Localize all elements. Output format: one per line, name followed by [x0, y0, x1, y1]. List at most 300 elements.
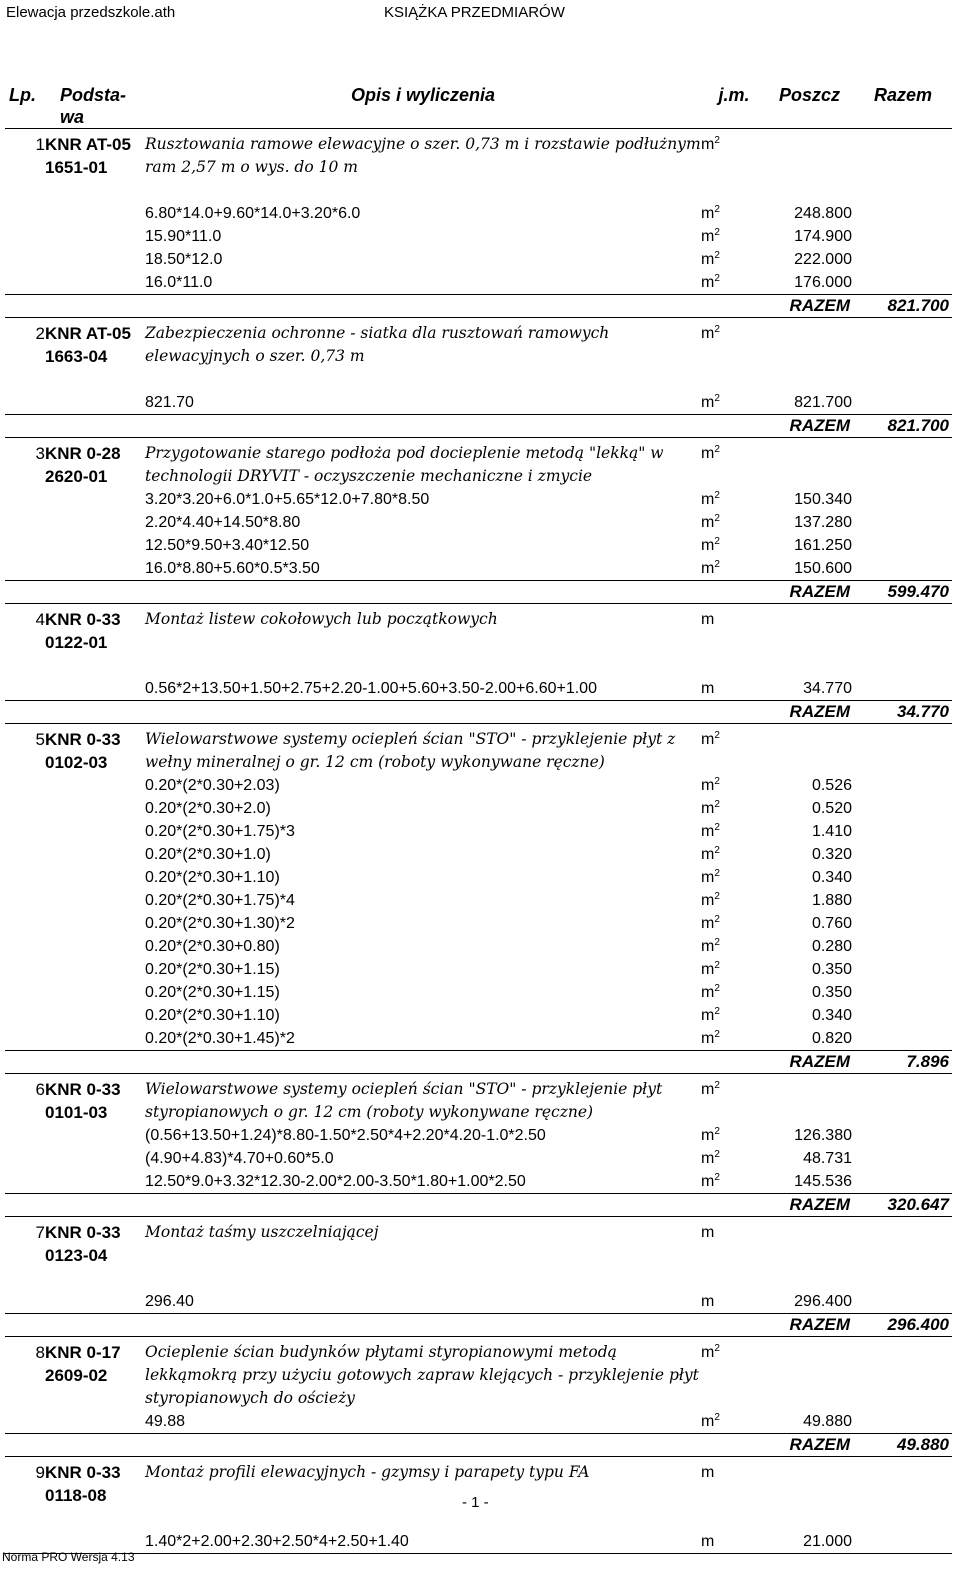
calculation-unit — [701, 820, 767, 843]
position-unit — [701, 1217, 767, 1268]
empty-cell — [45, 1434, 145, 1457]
calculation-row — [5, 1004, 952, 1027]
calculation-row — [5, 225, 952, 248]
empty-cell — [767, 129, 852, 180]
empty-cell — [5, 1147, 45, 1170]
empty-cell — [145, 1554, 701, 1555]
spacer-row — [5, 1267, 952, 1290]
unit-exponent: 2 — [714, 1006, 720, 1017]
empty-cell — [767, 654, 852, 677]
position-unit — [701, 1074, 767, 1125]
calculation-unit — [701, 1290, 767, 1314]
empty-cell — [852, 1074, 952, 1125]
empty-cell — [45, 248, 145, 271]
empty-cell — [5, 295, 45, 318]
calculation-value: 1.410 — [811, 823, 852, 840]
empty-cell — [45, 295, 145, 318]
position-unit — [701, 1457, 767, 1508]
calculation-value: 0.280 — [811, 938, 852, 955]
unit-exponent: 2 — [714, 868, 720, 879]
unit-symbol: m — [701, 938, 715, 955]
empty-cell — [5, 820, 45, 843]
empty-cell — [45, 511, 145, 534]
calculation-value: 222.000 — [794, 251, 852, 268]
position-description: Przygotowanie starego podłoża pod docieplenie metodą "lekką" w technologii DRYVIT - oczyszczenie mechaniczne i zmycie — [145, 444, 664, 485]
empty-cell — [45, 179, 145, 202]
calculation-value: 0.340 — [811, 869, 852, 886]
calculation-value: 0.820 — [811, 1030, 852, 1047]
empty-cell — [852, 225, 952, 248]
unit-symbol: m — [701, 1007, 715, 1024]
empty-cell — [767, 318, 852, 369]
empty-cell — [701, 654, 767, 677]
empty-cell — [145, 654, 701, 677]
empty-cell — [852, 438, 952, 489]
page-number: - 1 - — [462, 1494, 489, 1511]
unit-symbol: m — [701, 274, 715, 291]
unit-symbol: m — [701, 1173, 715, 1190]
calculation-value: 176.000 — [794, 274, 852, 291]
calculation-value: 0.340 — [811, 1007, 852, 1024]
empty-cell — [701, 295, 767, 318]
position-basis: KNR 0-33 0101-03 — [45, 1080, 121, 1122]
empty-cell — [5, 1170, 45, 1194]
position-description: Zabezpieczenia ochronne - siatka dla rusztowań ramowych elewacyjnych o szer. 0,73 m — [145, 324, 610, 365]
unit-symbol: m — [701, 731, 715, 748]
calculation-expression: 0.20*(2*0.30+2.0) — [145, 800, 271, 817]
unit-symbol: m — [701, 394, 715, 411]
empty-cell — [5, 912, 45, 935]
document-header — [0, 0, 960, 26]
document-kind: KSIĄŻKA PRZEDMIARÓW — [384, 4, 565, 21]
position-basis: KNR 0-33 0123-04 — [45, 1223, 121, 1265]
document-title: Elewacja przedszkole.ath — [6, 4, 176, 21]
sum-label: RAZEM — [767, 1194, 852, 1217]
empty-cell — [145, 1267, 701, 1290]
unit-symbol: m — [701, 228, 715, 245]
sum-label: RAZEM — [767, 295, 852, 318]
calculation-value: 0.760 — [811, 915, 852, 932]
empty-cell — [45, 1314, 145, 1337]
unit-exponent: 2 — [714, 914, 720, 925]
empty-cell — [852, 534, 952, 557]
empty-cell — [767, 604, 852, 655]
calculation-row — [5, 271, 952, 295]
position-number: 8 — [35, 1343, 45, 1362]
empty-cell — [852, 866, 952, 889]
empty-cell — [852, 774, 952, 797]
calculation-expression: 821.70 — [145, 394, 194, 411]
empty-cell — [45, 557, 145, 581]
unit-exponent: 2 — [714, 1080, 720, 1091]
empty-cell — [701, 1314, 767, 1337]
calculation-unit — [701, 511, 767, 534]
calculation-expression: 12.50*9.0+3.32*12.30-2.00*2.00-3.50*1.80+1.00*2.50 — [145, 1173, 526, 1190]
empty-cell — [45, 225, 145, 248]
table-end-row — [5, 1554, 952, 1555]
calculation-value: 21.000 — [803, 1533, 852, 1550]
sum-value: 296.400 — [852, 1314, 952, 1337]
empty-cell — [852, 958, 952, 981]
empty-cell — [5, 1194, 45, 1217]
calculation-unit — [701, 1004, 767, 1027]
empty-cell — [852, 604, 952, 655]
empty-cell — [852, 1410, 952, 1434]
calculation-unit — [701, 1124, 767, 1147]
position-basis: KNR 0-28 2620-01 — [45, 444, 121, 486]
empty-cell — [852, 1217, 952, 1268]
unit-symbol: m — [701, 1344, 715, 1361]
empty-cell — [852, 248, 952, 271]
column-header-podstawa: Podsta-wa — [60, 85, 127, 127]
empty-cell — [852, 654, 952, 677]
empty-cell — [767, 1554, 852, 1555]
unit-exponent: 2 — [714, 250, 720, 261]
calculation-row — [5, 774, 952, 797]
empty-cell — [45, 581, 145, 604]
empty-cell — [852, 889, 952, 912]
calculation-unit — [701, 1027, 767, 1051]
calculation-value: 821.700 — [794, 394, 852, 411]
unit-exponent: 2 — [714, 891, 720, 902]
unit-exponent: 2 — [714, 822, 720, 833]
empty-cell — [145, 1194, 701, 1217]
position-header-row — [5, 1337, 952, 1411]
spacer-row — [5, 179, 952, 202]
empty-cell — [852, 368, 952, 391]
sum-row — [5, 1051, 952, 1074]
calculation-expression: 0.20*(2*0.30+1.30)*2 — [145, 915, 295, 932]
position-unit — [701, 129, 767, 180]
empty-cell — [5, 797, 45, 820]
empty-cell — [5, 271, 45, 295]
empty-cell — [45, 271, 145, 295]
unit-symbol: m — [701, 445, 715, 462]
calculation-row — [5, 1410, 952, 1434]
calculation-unit — [701, 1170, 767, 1194]
position-unit — [701, 438, 767, 489]
empty-cell — [5, 581, 45, 604]
unit-exponent: 2 — [714, 845, 720, 856]
position-7 — [5, 1217, 952, 1337]
empty-cell — [767, 1074, 852, 1125]
calculation-row — [5, 797, 952, 820]
empty-cell — [5, 981, 45, 1004]
empty-cell — [852, 1170, 952, 1194]
empty-cell — [45, 534, 145, 557]
unit-symbol: m — [701, 1127, 715, 1144]
empty-cell — [45, 1004, 145, 1027]
unit-exponent: 2 — [714, 983, 720, 994]
calculation-value: 150.600 — [794, 560, 852, 577]
unit-exponent: 2 — [714, 559, 720, 570]
calculation-unit — [701, 225, 767, 248]
position-1 — [5, 129, 952, 318]
position-number: 9 — [35, 1463, 45, 1482]
position-5 — [5, 724, 952, 1074]
empty-cell — [145, 1434, 701, 1457]
position-description: Wielowarstwowe systemy ociepleń ścian "STO" - przyklejenie płyt styropianowych o gr. 12 cm (roboty wykonywane ręczne) — [145, 1080, 663, 1121]
unit-symbol: m — [701, 251, 715, 268]
position-unit — [701, 318, 767, 369]
calculation-value: 296.400 — [794, 1293, 852, 1310]
sum-label: RAZEM — [767, 1051, 852, 1074]
empty-cell — [45, 981, 145, 1004]
calculation-row — [5, 534, 952, 557]
calculation-row — [5, 511, 952, 534]
position-header-row — [5, 1074, 952, 1125]
position-basis: KNR 0-33 0118-08 — [45, 1463, 121, 1505]
empty-cell — [5, 202, 45, 225]
calculation-unit — [701, 1530, 767, 1554]
calculation-value: 0.520 — [811, 800, 852, 817]
table-header-row — [5, 84, 952, 129]
empty-cell — [145, 179, 701, 202]
empty-cell — [852, 677, 952, 701]
calculation-unit — [701, 912, 767, 935]
position-number: 2 — [35, 324, 45, 343]
empty-cell — [852, 1147, 952, 1170]
unit-symbol: m — [701, 1413, 715, 1430]
empty-cell — [767, 368, 852, 391]
unit-symbol: m — [701, 325, 715, 342]
position-description: Wielowarstwowe systemy ociepleń ścian "STO" - przyklejenie płyt z wełny mineralnej o gr. 12 cm (roboty wykonywane ręczne) — [145, 730, 676, 771]
calculation-value: 161.250 — [794, 537, 852, 554]
calculation-expression: 0.20*(2*0.30+1.10) — [145, 869, 280, 886]
calculation-row — [5, 912, 952, 935]
calculation-expression: 12.50*9.50+3.40*12.50 — [145, 537, 310, 554]
empty-cell — [767, 1507, 852, 1530]
unit-exponent: 2 — [714, 937, 720, 948]
calculation-unit — [701, 202, 767, 225]
position-4 — [5, 604, 952, 724]
empty-cell — [767, 1217, 852, 1268]
position-number: 3 — [35, 444, 45, 463]
calculation-row — [5, 557, 952, 581]
position-header-row — [5, 318, 952, 369]
empty-cell — [45, 1147, 145, 1170]
empty-cell — [701, 415, 767, 438]
empty-cell — [852, 1004, 952, 1027]
empty-cell — [852, 912, 952, 935]
position-header-row — [5, 129, 952, 180]
calculation-unit — [701, 935, 767, 958]
calculation-expression: 16.0*11.0 — [145, 274, 213, 291]
empty-cell — [852, 202, 952, 225]
empty-cell — [45, 654, 145, 677]
empty-cell — [5, 1004, 45, 1027]
empty-cell — [5, 1434, 45, 1457]
calculation-unit — [701, 1147, 767, 1170]
calculation-expression: 0.20*(2*0.30+1.10) — [145, 1007, 280, 1024]
unit-exponent: 2 — [714, 1343, 720, 1354]
column-header-opis: Opis i wyliczenia — [350, 85, 496, 105]
unit-symbol: m — [701, 1030, 715, 1047]
position-number: 1 — [35, 135, 45, 154]
calculation-unit — [701, 958, 767, 981]
calculation-expression: 0.20*(2*0.30+1.75)*4 — [145, 892, 295, 909]
calculation-value: 49.880 — [803, 1413, 852, 1430]
empty-cell — [852, 1507, 952, 1530]
unit-symbol: m — [701, 892, 715, 909]
unit-symbol: m — [701, 777, 715, 794]
empty-cell — [45, 1194, 145, 1217]
empty-cell — [852, 1290, 952, 1314]
calculation-expression: 15.90*11.0 — [145, 228, 222, 245]
empty-cell — [852, 724, 952, 775]
calculation-expression: 6.80*14.0+9.60*14.0+3.20*6.0 — [145, 205, 361, 222]
empty-cell — [767, 179, 852, 202]
calculation-unit — [701, 889, 767, 912]
empty-cell — [145, 1314, 701, 1337]
empty-cell — [45, 866, 145, 889]
empty-cell — [852, 1027, 952, 1051]
calculation-row — [5, 391, 952, 415]
empty-cell — [45, 958, 145, 981]
unit-symbol: m — [701, 205, 715, 222]
unit-exponent: 2 — [714, 490, 720, 501]
unit-exponent: 2 — [714, 960, 720, 971]
position-unit — [701, 724, 767, 775]
empty-cell — [45, 677, 145, 701]
calculation-expression: (0.56+13.50+1.24)*8.80-1.50*2.50*4+2.20*4.20-1.0*2.50 — [145, 1127, 546, 1144]
empty-cell — [852, 1457, 952, 1508]
calculation-row — [5, 488, 952, 511]
unit-exponent: 2 — [714, 393, 720, 404]
unit-symbol: m — [701, 823, 715, 840]
empty-cell — [701, 1051, 767, 1074]
empty-cell — [701, 1194, 767, 1217]
position-description: Ocieplenie ścian budynków płytami styropianowymi metodą lekkąmokrą przy użyciu gotowych zapraw klejących - przyklejenie płyt styropianowych do ościeży — [145, 1343, 699, 1407]
calculation-expression: 16.0*8.80+5.60*0.5*3.50 — [145, 560, 320, 577]
empty-cell — [45, 843, 145, 866]
position-description: Montaż profili elewacyjnych - gzymsy i parapety typu FA — [145, 1463, 590, 1481]
calculation-value: 0.350 — [811, 984, 852, 1001]
empty-cell — [852, 843, 952, 866]
unit-exponent: 2 — [714, 513, 720, 524]
empty-cell — [5, 557, 45, 581]
empty-cell — [45, 1027, 145, 1051]
empty-cell — [45, 415, 145, 438]
calculation-row — [5, 202, 952, 225]
position-8 — [5, 1337, 952, 1457]
empty-cell — [45, 1410, 145, 1434]
empty-cell — [45, 368, 145, 391]
empty-cell — [45, 701, 145, 724]
unit-exponent: 2 — [714, 536, 720, 547]
calculation-value: 150.340 — [794, 491, 852, 508]
position-basis: KNR AT-05 1651-01 — [45, 135, 131, 177]
empty-cell — [45, 391, 145, 415]
calculation-row — [5, 889, 952, 912]
sum-label: RAZEM — [767, 1314, 852, 1337]
empty-cell — [5, 225, 45, 248]
sum-row — [5, 1314, 952, 1337]
unit-exponent: 2 — [714, 227, 720, 238]
sum-label: RAZEM — [767, 581, 852, 604]
calculation-row — [5, 981, 952, 1004]
unit-exponent: 2 — [714, 135, 720, 146]
empty-cell — [701, 368, 767, 391]
unit-exponent: 2 — [714, 1172, 720, 1183]
sum-row — [5, 1194, 952, 1217]
empty-cell — [701, 581, 767, 604]
unit-exponent: 2 — [714, 1149, 720, 1160]
calculation-expression: 0.20*(2*0.30+1.75)*3 — [145, 823, 295, 840]
empty-cell — [5, 654, 45, 677]
sum-value: 320.647 — [852, 1194, 952, 1217]
calculation-value: 126.380 — [794, 1127, 852, 1144]
calculation-unit — [701, 866, 767, 889]
empty-cell — [5, 488, 45, 511]
empty-cell — [852, 557, 952, 581]
calculation-expression: 0.20*(2*0.30+2.03) — [145, 777, 280, 794]
empty-cell — [852, 1530, 952, 1554]
empty-cell — [767, 438, 852, 489]
position-6 — [5, 1074, 952, 1217]
empty-cell — [5, 843, 45, 866]
empty-cell — [45, 797, 145, 820]
calculation-expression: 0.20*(2*0.30+0.80) — [145, 938, 280, 955]
empty-cell — [5, 774, 45, 797]
position-number: 6 — [35, 1080, 45, 1099]
unit-symbol: m — [701, 537, 715, 554]
empty-cell — [852, 271, 952, 295]
empty-cell — [767, 1457, 852, 1508]
sum-row — [5, 415, 952, 438]
empty-cell — [145, 368, 701, 391]
unit-symbol: m — [701, 491, 715, 508]
empty-cell — [5, 179, 45, 202]
empty-cell — [852, 797, 952, 820]
unit-symbol: m — [701, 1293, 715, 1310]
empty-cell — [45, 912, 145, 935]
calculation-expression: (4.90+4.83)*4.70+0.60*5.0 — [145, 1150, 334, 1167]
empty-cell — [852, 1337, 952, 1411]
calculation-row — [5, 1530, 952, 1554]
unit-exponent: 2 — [714, 730, 720, 741]
calculation-row — [5, 1290, 952, 1314]
empty-cell — [5, 511, 45, 534]
empty-cell — [852, 981, 952, 1004]
unit-exponent: 2 — [714, 204, 720, 215]
unit-symbol: m — [701, 846, 715, 863]
empty-cell — [45, 488, 145, 511]
empty-cell — [767, 1337, 852, 1411]
calculation-value: 1.880 — [811, 892, 852, 909]
unit-exponent: 2 — [714, 273, 720, 284]
position-unit — [701, 604, 767, 655]
unit-symbol: m — [701, 915, 715, 932]
empty-cell — [145, 1051, 701, 1074]
calculation-value: 248.800 — [794, 205, 852, 222]
calculation-expression: 49.88 — [145, 1413, 186, 1430]
empty-cell — [701, 1554, 767, 1555]
unit-symbol: m — [701, 1533, 715, 1550]
unit-symbol: m — [701, 800, 715, 817]
unit-symbol: m — [701, 611, 715, 628]
unit-exponent: 2 — [714, 1126, 720, 1137]
position-basis: KNR AT-05 1663-04 — [45, 324, 131, 366]
empty-cell — [45, 202, 145, 225]
calculation-unit — [701, 271, 767, 295]
calculation-row — [5, 248, 952, 271]
empty-cell — [45, 820, 145, 843]
empty-cell — [5, 1124, 45, 1147]
empty-cell — [852, 511, 952, 534]
column-header-lp: Lp. — [9, 85, 36, 105]
calculation-row — [5, 843, 952, 866]
